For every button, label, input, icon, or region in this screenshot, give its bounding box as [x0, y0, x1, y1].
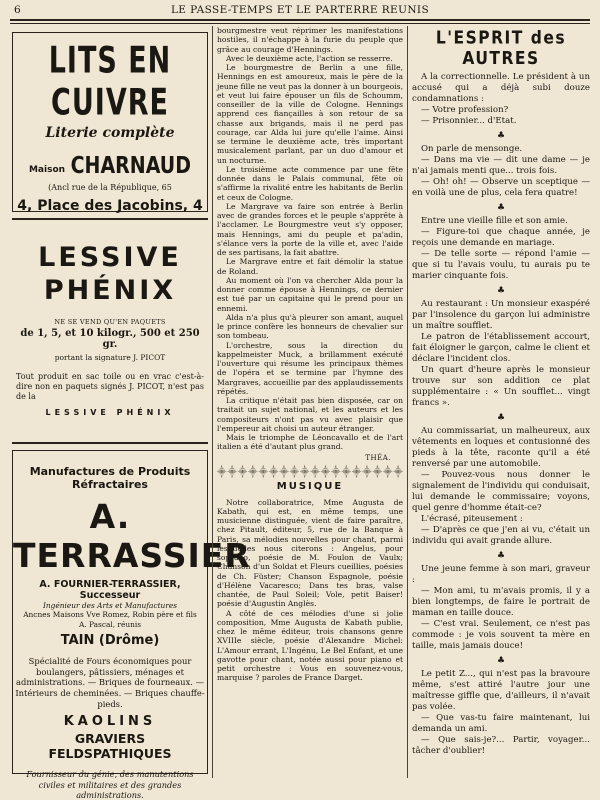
page-header — [10, 3, 590, 19]
review-paragraph: Mais le triomphe de Léoncavallo et de l'art italien a été d'autant plus grand. — [217, 433, 403, 452]
fleuron-icon: ♣ — [496, 551, 506, 561]
esprit-paragraph: Un quart d'heure après le monsieur trouve sur son addition ce plat supplémentaire : « Un soufflet... vingt francs ». — [412, 365, 590, 408]
esprit-paragraph: — Votre profession? — [421, 105, 509, 115]
ad-terrassier-name: A. TERRASSIER — [13, 497, 251, 575]
column-review — [217, 26, 403, 778]
esprit-paragraph: — Pouvez-vous nous donner le signalement de l'individu qui conduisait, lui demande le commissaire; voyons, quel genre d'homme était-ce? — [412, 470, 590, 513]
ad-phenix-vend: NE SE VEND QU'EN PAQUETS — [54, 318, 166, 326]
ad-cuivre-maison-name: CHARNAUD — [70, 152, 192, 180]
ad-lits-en-cuivre — [12, 32, 208, 212]
ad-phenix-text: Tout produit en sac toile ou en vrac c'est-à-dire non en paquets signés J. PICOT, n'est pas de la — [16, 372, 204, 401]
page-number: 6 — [14, 4, 22, 16]
newspaper-title: LE PASSE-TEMPS ET LE PARTERRE REUNIS — [170, 4, 430, 16]
esprit-paragraph: — D'après ce que j'en ai vu, c'était un individu qui avait grande allure. — [412, 525, 590, 546]
review-paragraph: Le bourgmestre de Berlin a une fille, Hennings en est amoureux, mais le père de la jeune fille ne veut pas la donner à un bourgeois, et veut lui faire épouser un fils de Schoumm, conseiller de la ville de Cologne. Hennings apprend ces fiançailles à son retour de sa chasse aux brigands, mais il ne perd pas courage, car Alda lui jure qu'elle l'aime. Ainsi se termine le deuxième acte, très important musicalement parlant, par un duo d'amour et un nocturne. — [217, 63, 403, 165]
review-paragraph: L'orchestre, sous la direction du kappelmeister Muck, a brillamment exécuté l'ouverture qui résume les principaux thèmes de l'opéra et se termine par l'hymne des Margraves, accueillie par des applaudissements répétés. — [217, 340, 403, 396]
ad-terrassier-kaolins: KAOLINS — [63, 714, 157, 730]
ad-cuivre-place: 4, Place des Jacobins, 4 — [17, 198, 203, 214]
column-ads — [12, 26, 251, 800]
ad-cuivre-maison — [13, 152, 207, 180]
esprit-paragraph: Le petit Z..., qui n'est pas la bravoure même, s'est attiré l'autre jour une maîtresse giffle que, d'ailleurs, il n'avait pas volée. — [412, 669, 590, 712]
ad-phenix-line2: PHÉNIX — [43, 275, 177, 306]
fleuron-icon: ♣ — [496, 656, 506, 666]
column-rule — [407, 26, 408, 778]
ad-lessive-phenix — [12, 226, 208, 451]
ad-terrassier-header: Manufactures de Produits Réfractaires — [29, 465, 191, 491]
ad-terrassier-fournisseur: Fournisseur du génie, des manutentions civiles et militaires et des grandes administrations. — [26, 769, 194, 800]
header-rule — [10, 19, 590, 24]
ad-phenix-line1: LESSIVE — [38, 242, 182, 273]
esprit-paragraph: Au restaurant : Un monsieur exaspéré par l'insolence du garçon lui administre un maître soufflet. — [412, 299, 590, 331]
fleuron-icon: ♣ — [496, 286, 506, 296]
review-paragraph: La critique n'était pas bien disposée, car on traitait un sujet national, et les auteurs et les compositeurs n'ont pas vu avec plaisir que l'empereur ait choisi un auteur étranger. — [217, 396, 403, 433]
ad-phenix-quantities: de 1, 5, et 10 kilogr., 500 et 250 gr. — [20, 328, 200, 350]
ad-cuivre-maison-prefix: Maison — [28, 165, 66, 175]
esprit-paragraph: — Mon ami, tu m'avais promis, il y a bien longtemps, de faire le portrait de maman en taille douce. — [412, 586, 590, 618]
ad-terrassier-graviers: GRAVIERS FELDSPATHIQUES — [48, 731, 172, 762]
ad-terrassier-former2: A. Pascal, réunis — [78, 619, 142, 629]
esprit-paragraph: Une jeune femme à son mari, graveur : — [412, 564, 590, 585]
review-paragraph: Le Margrave va faire son entrée à Berlin avec de grandes forces et le peuple s'apprête à l'acclamer. Le Bourgmestre veut s'y opposer, mais Hennings, ami du peuple et pa'adin, s'élance vers la porte de la ville et, avec l'aide de ses partisans, la fait abattre. — [217, 201, 403, 257]
ad-separator — [12, 442, 208, 444]
ad-terrassier-successor: A. FOURNIER-TERRASSIER, Successeur — [39, 579, 181, 601]
esprit-paragraph: — Dans ma vie — dit une dame — je n'ai jamais menti que... trois fois. — [412, 155, 590, 176]
review-signature: THÉA. — [365, 453, 391, 462]
esprit-paragraph: — Que vas-tu faire maintenant, lui demanda un ami. — [412, 713, 590, 734]
esprit-paragraph: — Prisonnier... d'Etat. — [421, 116, 517, 126]
music-paragraph: Notre collaboratrice, Mme Augusta de Kabath, qui est, en même temps, une musicienne distinguée, vient de faire paraître, chez Pitault, éditeur, 5, rue de la Banque à Paris, sa mélodies nouvelles pour chant, parmi lesquelles nous citerons : Angelus, pour soprano, poésie de M. Foulon de Vaulx; Chanson d'un Soldat et Fleurs cueillies, poésies de Ch. Füster; Chanson Espagnole, poésie d'Hélène Vacaresco; Dans tes bras, valse chantée, de Paul Soleil; Vole, petit Baiser! poésie d'Augustin Anglès. — [217, 497, 403, 609]
ad-cuivre-address-note: (Ancl rue de la République, 65 — [48, 183, 172, 192]
music-paragraph: A côté de ces mélodies d'une si jolie composition, Mme Augusta de Kabath publie, chez le même éditeur, trois chansons genre XVIIIe siècle, poésie d'Alexandre Michel: L'Amour errant, L'Ingénu, Le Bel Enfant, et une gavotte pour chant, notée aussi pour piano et petit orchestre : Vous en souvenez-vous, marquise ? paroles de France Darget. — [217, 608, 403, 683]
review-paragraph: Le Margrave entre et fait démolir la statue de Roland. — [217, 257, 403, 276]
ad-cuivre-title: LITS EN CUIVRE — [48, 40, 172, 124]
ad-terrassier-desc: Spécialité de Fours économiques pour boulangers, pâtissiers, ménages et administrations. — Briques de fourneaux. — Intérieurs de cheminées. — Briques chauffe-pieds. — [15, 656, 205, 709]
ad-phenix-footer: LESSIVE PHÉNIX — [45, 408, 175, 417]
ad-terrassier-engineer: Ingénieur des Arts et Manufactures — [42, 601, 178, 610]
column-esprit — [412, 26, 590, 778]
esprit-paragraph: Le patron de l'établissement accourt, fait éloigner le garçon, calme le client et déclare l'incident clos. — [412, 332, 590, 364]
fleuron-icon: ♣ — [496, 131, 506, 141]
esprit-paragraph: L'écrasé, piteusement : — [421, 514, 523, 524]
ad-cuivre-subtitle: Literie complète — [45, 125, 175, 141]
esprit-paragraph: — Que sais-je?... Partir, voyager... tâcher d'oublier! — [412, 735, 590, 756]
fleuron-icon: ♣ — [496, 413, 506, 423]
review-paragraph: Alda n'a plus qu'à pleurer son amant, auquel le prince confère les honneurs de chevalier sur son tombeau. — [217, 312, 403, 341]
fleuron-icon: ♣ — [496, 203, 506, 213]
column-rule — [212, 26, 213, 778]
esprit-paragraph: Entre une vieille fille et son amie. — [421, 216, 568, 226]
music-section-title: MUSIQUE — [276, 480, 344, 492]
review-paragraph: Au moment où l'on va chercher Alda pour la donner comme épouse à Hennings, ce dernier est tué par un capitaine qui le prend pour un ennemi. — [217, 275, 403, 313]
review-paragraph: Avec le deuxième acte, l'action se resserre. — [226, 53, 393, 63]
esprit-paragraph: A la correctionnelle. Le président à un accusé qui a déjà subi douze condamnations : — [412, 72, 590, 104]
esprit-paragraph: — C'est vrai. Seulement, ce n'est pas commode : je vois souvent ta mère en taille, mais jamais douce! — [412, 619, 590, 651]
ad-terrassier — [12, 450, 251, 800]
ad-separator — [12, 218, 208, 220]
esprit-paragraph: On parle de mensonge. — [421, 144, 523, 154]
esprit-paragraph: — De telle sorte — répond l'amie — que si tu l'avais voulu, tu aurais pu te marier cinquante fois. — [412, 249, 590, 281]
esprit-section-title: L'ESPRIT des AUTRES — [435, 27, 567, 69]
ad-phenix-signature: portant la signature J. PICOT — [54, 353, 166, 362]
ad-terrassier-former1: Ancnes Maisons Vve Romez, Robin père et fils — [23, 610, 197, 620]
esprit-paragraph: Au commissariat, un malheureux, aux vêtements en loques et contusionné des pieds à la tête, raconte qu'il a été renversé par une automobile. — [412, 426, 590, 469]
esprit-paragraph: — Oh! oh! — Observe un sceptique — en voilà une de plus, cela fera quatre! — [412, 177, 590, 198]
esprit-paragraph: — Figure-toi que chaque année, je reçois une demande en mariage. — [412, 227, 590, 248]
review-paragraph: Le troisième acte commence par une fête donnée dans le Palais communal, fête où s'affirme la rivalité entre les habitants de Berlin et ceux de Cologne. — [217, 164, 403, 202]
review-paragraph: bourgmestre veut réprimer les manifestations hostiles, il n'échappe à la furie du peuple que grâce au courage d'Hennings. — [217, 26, 403, 54]
ornament-divider: ⸎⸎⸎⸎⸎⸎⸎⸎⸎⸎⸎⸎⸎⸎⸎⸎⸎⸎ — [217, 467, 404, 478]
ad-terrassier-city: TAIN (Drôme) — [60, 633, 160, 649]
